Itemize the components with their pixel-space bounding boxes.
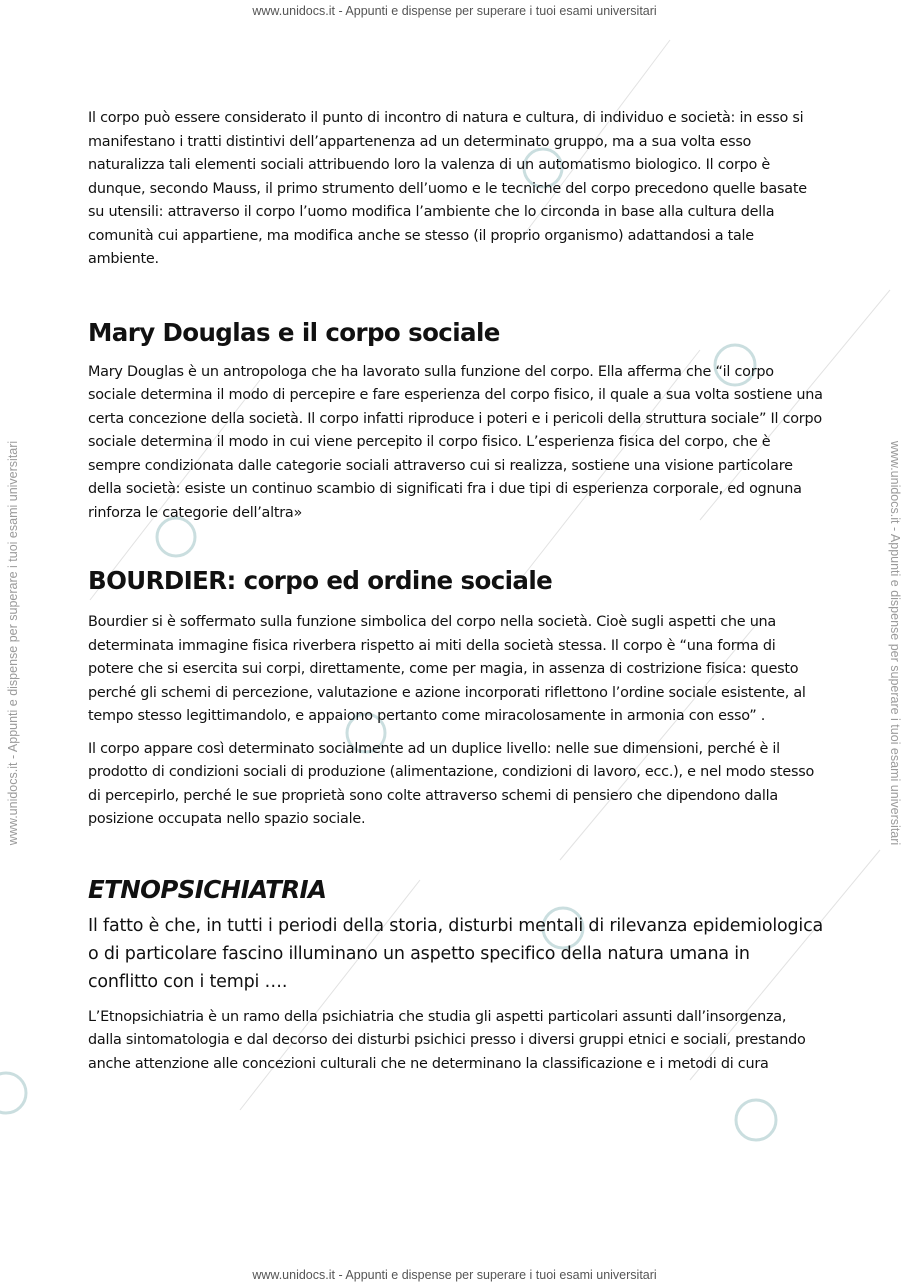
bourdier-paragraph-2: Il corpo appare così determinato socialmente ad un duplice livello: nelle sue dimensioni, perché è il prodotto di condizioni sociali di produzione (alimentazione, condizioni di lavoro, ecc.), e nel modo stesso di percepirlo, perché le sue proprietà sono colte attraverso schemi di pensiero che dipendono dalla posizione occupata nello spazio sociale. <box>88 740 815 827</box>
side-watermark-right: www.unidocs.it - Appunti e dispense per superare i tuoi esami universitari <box>888 440 902 846</box>
etno-paragraph: L’Etnopsichiatria è un ramo della psichiatria che studia gli aspetti particolari assunti dall’insorgenza, dalla sintomatologia e dal decorso dei disturbi psichici presso i diversi gruppi etnici e sociali, prestando anche attenzione alle concezioni culturali che ne determinano la classificazione e i metodi di cura <box>88 1008 806 1072</box>
page-header: www.unidocs.it - Appunti e dispense per superare i tuoi esami universitari <box>252 4 657 18</box>
document-body <box>88 107 824 1085</box>
unidocs-logo-icon <box>736 1100 776 1140</box>
etno-lead-paragraph: Il fatto è che, in tutti i periodi della storia, disturbi mentali di rilevanza epidemiologica o di particolare fascino illuminano un aspetto specifico della natura umana in conflitto con i tempi …. <box>88 915 824 992</box>
side-watermark-left: www.unidocs.it - Appunti e dispense per superare i tuoi esami universitari <box>6 440 20 846</box>
section-heading-bourdier: BOURDIER: corpo ed ordine sociale <box>88 566 553 595</box>
section-heading-douglas: Mary Douglas e il corpo sociale <box>88 317 500 347</box>
intro-paragraph: Il corpo può essere considerato il punto di incontro di natura e cultura, di individuo e società: in esso si manifestano i tratti distintivi dell’appartenenza ad un determinato gruppo, ma a sua volta esso naturalizza tali elementi sociali attribuendo loro la valenza di un automatismo biologico. Il corpo è dunque, secondo Mauss, il primo strumento dell’uomo e le tecniche del corpo precedono quelle basate su utensili: attraverso il corpo l’uomo modifica l’ambiente che lo circonda in base alla cultura della comunità cui appartiene, ma modifica anche se stesso (il proprio organismo) adattandosi a tale ambiente. <box>88 110 807 267</box>
douglas-paragraph: Mary Douglas è un antropologa che ha lavorato sulla funzione del corpo. Ella afferma che “il corpo sociale determina il modo di percepire e fare esperienza del corpo fisico, il quale a sua volta sostiene una certa concezione della società. Il corpo infatti riproduce i poteri e i pericoli della struttura sociale” Il corpo sociale determina il modo in cui viene percepito il corpo fisico. L’esperienza fisica del corpo, che è sempre condizionata dalle categorie sociali attraverso cui si realizza, sostiene una visione particolare della società: esiste un continuo scambio di significati fra i due tipi di esperienza corporale, ed ognuna rinforza le categorie dell’altra» <box>88 363 823 521</box>
page-footer: www.unidocs.it - Appunti e dispense per superare i tuoi esami universitari <box>252 1268 657 1282</box>
section-heading-etnopsichiatria: ETNOPSICHIATRIA <box>88 874 327 904</box>
bourdier-paragraph-1: Bourdier si è soffermato sulla funzione simbolica del corpo nella società. Cioè sugli aspetti che una determinata immagine fisica riverbera rispetto ai miti della società stessa. Il corpo è “una forma di potere che si esercita sui corpi, direttamente, come per magia, in assenza di costrizione fisica: questo perché gli schemi di percezione, valutazione e azione incorporati riflettono l’ordine sociale esistente, al tempo stesso legittimandolo, e appaiono pertanto come miracolosamente in armonia con esso” . <box>88 614 806 724</box>
